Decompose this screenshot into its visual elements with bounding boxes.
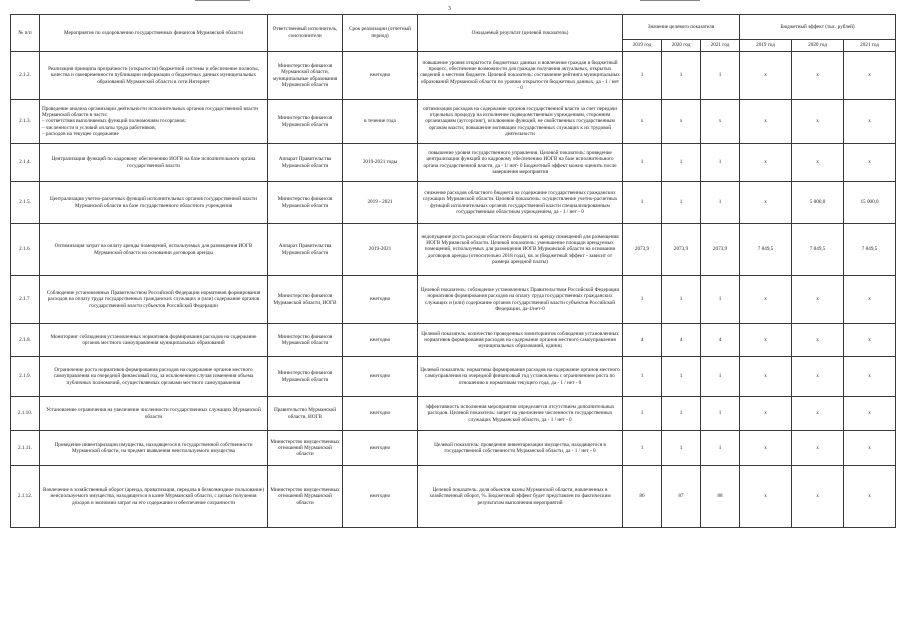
row-number: 2.1.3. [11,100,40,144]
row-effect-2020: х [792,52,844,100]
action-plan-table [10,14,896,528]
row-effect-2020: х [792,357,844,397]
row-target-2019: 1 [623,182,662,224]
row-target-2020: 1 [662,144,701,182]
row-measure: Реализация принципа прозрачности (открытости) бюджетной системы и обеспечение полноты, качества и своевременности публикации информации о бюджетных данных муниципальных образований Мурманской области в сети Интернет [40,52,268,100]
table-row [11,357,896,397]
row-effect-2019: х [740,144,792,182]
header-year-effect-2021: 2021 год [844,40,896,52]
row-measure: Ограничение роста нормативов формирования расходов на содержание органов местного самоуправления на очередной финансовый год, за исключением случая изменения объема публичных полномочий, осуществляемых органами местного самоуправления [40,357,268,397]
row-executor: Министерство финансов Мурманской области [268,324,343,357]
row-target-2019: 1 [623,431,662,466]
measure-line: – численности и условий оплаты труда работников; [42,124,156,131]
row-target-2021: 1 [701,144,740,182]
row-effect-2020: х [792,100,844,144]
row-measure: Оптимизация затрат на оплату аренды помещений, используемых для размещения ИОГВ Мурманской области на основании договоров аренды [40,224,268,276]
header-year-effect-2019: 2019 год [740,40,792,52]
row-effect-2019: х [740,466,792,528]
row-executor: Министерство финансов Мурманской области [268,357,343,397]
row-effect-2021: х [844,144,896,182]
row-executor: Министерство финансов Мурманской области, ИОГВ [268,276,343,324]
row-result: Целевой показатель: количество проведенных мониторингов соблюдения установленных нормативов формирования расходов на содержание органов местного самоуправления муниципальных образований, единиц [418,324,623,357]
row-target-2019: 86 [623,466,662,528]
row-executor: Правительство Мурманской области, ИОГВ [268,397,343,431]
row-number: 2.1.10. [11,397,40,431]
row-executor: Аппарат Правительства Мурманской области [268,144,343,182]
row-executor: Министерство имущественных отношений Мурманской области [268,431,343,466]
row-target-2019: 1 [623,52,662,100]
row-executor: Аппарат Правительства Мурманской области [268,224,343,276]
row-effect-2021: х [844,357,896,397]
row-effect-2020: х [792,276,844,324]
row-effect-2020: х [792,397,844,431]
row-deadline: ежегодно [343,52,418,100]
row-target-2020: 1 [662,397,701,431]
row-deadline: ежегодно [343,324,418,357]
row-target-2021: 1 [701,431,740,466]
row-result: оптимизация расходов на содержание органов государственной власти за счет передачи отдельных процедур на исполнение подведомственным учреждениям, сторонним организациям (аутсорсинг), исключение функций, не свойственных государственным органам власти; повышение мотивации государственных служащих к их трудовой деятельности [418,100,623,144]
row-number: 2.1.6. [11,224,40,276]
row-measure: Мониторинг соблюдения установленных нормативов формирования расходов на содержание органов местного самоуправления муниципальных образований [40,324,268,357]
row-executor: Министерство финансов Мурманской области [268,100,343,144]
row-effect-2021: х [844,276,896,324]
row-effect-2019: х [740,100,792,144]
row-target-2019: 1 [623,397,662,431]
row-target-2020: 2073,9 [662,224,701,276]
row-effect-2020: 5 000,0 [792,182,844,224]
row-effect-2021: х [844,397,896,431]
row-deadline: ежегодно [343,357,418,397]
row-target-2021: 1 [701,397,740,431]
row-target-2019: 2073,9 [623,224,662,276]
row-number: 2.1.5. [11,182,40,224]
row-effect-2020: х [792,144,844,182]
table-row [11,182,896,224]
row-result: недопущение роста расходов областного бюджета на аренду помещений для размещения ИОГВ Мурманской области. Целевой показатель: уменьшение площади арендуемых помещений, используемых для размещения ИОГВ Мурманской области на основании договоров аренды (относительно 2018 года), кв. м (бюджетный эффект - зависит от размера арендной платы) [418,224,623,276]
row-target-2021: 1 [701,357,740,397]
header-result: Ожидаемый результат (целевой показатель) [418,15,623,52]
table-row [11,224,896,276]
row-target-2021: 1 [701,276,740,324]
table-row [11,100,896,144]
table-body [11,52,896,528]
row-result: повышение уровня государственного управления. Целевой показатель: проведение централизации функций по кадровому обеспечению ИОГВ на базе исполнительного органа государственной власти, да - 1/ нет- 0 Бюджетный эффект можно оценить после завершения мероприятия [418,144,623,182]
row-effect-2020: х [792,324,844,357]
row-effect-2020: х [792,466,844,528]
row-effect-2019: х [740,397,792,431]
table-row [11,144,896,182]
row-deadline: 2019-2021 годы [343,144,418,182]
row-result: Целевой показатель: соблюдение установленных Правительством Российской Федерации нормативов формирования расходов на оплату труда государственных гражданских служащих и (или) содержание органов государственной власти субъектов Российской Федерации, да-1/нет-0 [418,276,623,324]
row-effect-2021: х [844,324,896,357]
row-target-2020: 87 [662,466,701,528]
header-year-target-2021: 2021 год [701,40,740,52]
row-measure [40,100,268,144]
row-target-2020: х [662,100,701,144]
row-measure: Соблюдение установленных Правительством Российской Федерации нормативов формирования расходов на оплату труда государственных гражданских служащих и (или) содержание органов государственной власти субъектов Российской Федерации [40,276,268,324]
row-effect-2020: 7 849,5 [792,224,844,276]
row-effect-2021: 15 000,0 [844,182,896,224]
row-result: снижение расходов областного бюджета на содержание государственных гражданских служащих Мурманской области. Целевой показатель: осуществление учетно-расчетных функций исполнительных органов государственной власти специализированным государственным областным учреждением, да - 1 / нет - 0 [418,182,623,224]
row-number: 2.1.4. [11,144,40,182]
row-effect-2021: х [844,100,896,144]
row-deadline: 2019-2021 [343,224,418,276]
row-target-2019: 1 [623,357,662,397]
row-target-2020: 1 [662,276,701,324]
row-executor: Министерство финансов Мурманской области [268,182,343,224]
table-row [11,466,896,528]
row-number: 2.1.12. [11,466,40,528]
row-deadline: ежегодно [343,431,418,466]
row-executor: Министерство имущественных отношений Мурманской области [268,466,343,528]
row-target-2020: 1 [662,52,701,100]
row-deadline: ежегодно [343,276,418,324]
row-deadline: ежегодно [343,466,418,528]
row-result: повышение уровня открытости бюджетных данных и вовлечение граждан в бюджетный процесс, обеспечение возможности для граждан получения актуальных, открытых сведений о местном бюджете. Целевой показатель: составление рейтинга муниципальных образований Мурманской области по уровню открытости бюджетных данных, да - 1 / нет - 0 [418,52,623,100]
row-number: 2.1.9. [11,357,40,397]
table-row [11,397,896,431]
row-target-2021: 88 [701,466,740,528]
row-effect-2019: х [740,324,792,357]
row-result: Целевой показатель: нормативы формирования расходов на содержание органов местного самоуправления на очередной финансовый год установлены с ограничением роста по отношению к нормативам текущего года, да - 1 / нет - 0 [418,357,623,397]
row-executor: Министерство финансов Мурманской области, муниципальные образования Мурманской области [268,52,343,100]
row-number: 2.1.2. [11,52,40,100]
row-target-2021: 1 [701,52,740,100]
table-header-row [11,15,896,40]
row-effect-2021: х [844,466,896,528]
table-row [11,431,896,466]
row-number: 2.1.11. [11,431,40,466]
header-num: № п/п [11,15,40,52]
row-measure: Централизация функций по кадровому обеспечению ИОГВ на базе исполнительного органа государственной власти [40,144,268,182]
row-target-2020: 1 [662,431,701,466]
header-deadline: Срок реализации (отчетный период) [343,15,418,52]
row-target-2020: 1 [662,357,701,397]
table-row [11,324,896,357]
row-result: Целевой показатель: проведение инвентаризации имущества, находящегося в государственной собственности Мурманской области, да - 1 / нет - 0 [418,431,623,466]
row-target-2020: 1 [662,182,701,224]
header-target-group: Значение целевого показателя [623,15,740,40]
row-effect-2019: х [740,52,792,100]
row-deadline: 2019 - 2021 [343,182,418,224]
row-result: Целевой показатель: доля объектов казны Мурманской области, вовлеченных в хозяйственный оборот, %. Бюджетный эффект будет представлен по фактическим результатам выполнения мероприятий [418,466,623,528]
row-effect-2019: х [740,357,792,397]
row-target-2021: 1 [701,182,740,224]
row-effect-2019: х [740,431,792,466]
row-effect-2019: х [740,276,792,324]
row-measure: Вовлечение в хозяйственный оборот (аренда, приватизация, передача в безвозмездное пользование) неиспользуемого имущества, находящегося в казне Мурманской области, с целью получения доходов и экономии затрат на его содержание и обеспечение сохранности [40,466,268,528]
row-target-2020: 4 [662,324,701,357]
row-deadline: в течение года [343,100,418,144]
row-measure: Проведение инвентаризации имущества, находящегося в государственной собственности Мурманской области, на предмет выявления неиспользуемого имущества [40,431,268,466]
row-target-2021: х [701,100,740,144]
row-target-2019: 1 [623,276,662,324]
row-effect-2021: 7 849,5 [844,224,896,276]
row-target-2019: 1 [623,144,662,182]
header-year-target-2020: 2020 год [662,40,701,52]
page-number: 3 [448,6,451,12]
header-year-effect-2020: 2020 год [792,40,844,52]
header-year-target-2019: 2019 год [623,40,662,52]
row-effect-2019: х [740,182,792,224]
header-effect-group: Бюджетный эффект (тыс. рублей) [740,15,896,40]
header-executor: Ответственный исполнитель, соисполнители [268,15,343,52]
top-scan-edge [0,0,905,2]
row-target-2021: 2073,9 [701,224,740,276]
table-row [11,276,896,324]
row-number: 2.1.8. [11,324,40,357]
row-effect-2020: х [792,431,844,466]
row-effect-2021: х [844,431,896,466]
table-row [11,52,896,100]
row-target-2019: 4 [623,324,662,357]
row-effect-2019: 7 849,5 [740,224,792,276]
row-measure: Установление ограничения на увеличение численности государственных служащих Мурманской области [40,397,268,431]
measure-line: Проведение анализа организации деятельности исполнительных органов государственной власти Мурманской области в части: [42,105,259,119]
row-number: 2.1.7. [11,276,40,324]
measure-line: – соответствия выполняемых функций полномочиям госорганов; [42,118,186,125]
row-effect-2021: х [844,52,896,100]
row-result: эффективность исполнения мероприятия определяется отсутствием дополнительных расходов. Целевой показатель: запрет на увеличение численности государственных служащих Мурманской области, да - 1 / нет - 0 [418,397,623,431]
measure-line: – расходов на текущее содержание [42,130,119,137]
row-deadline: ежегодно [343,397,418,431]
header-measure: Мероприятие по оздоровлению государственных финансов Мурманской области [40,15,268,52]
row-target-2021: 4 [701,324,740,357]
row-target-2019: х [623,100,662,144]
row-measure: Централизация учетно-расчетных функций исполнительных органов государственной власти Мурманской области на базе государственного областного учреждения [40,182,268,224]
